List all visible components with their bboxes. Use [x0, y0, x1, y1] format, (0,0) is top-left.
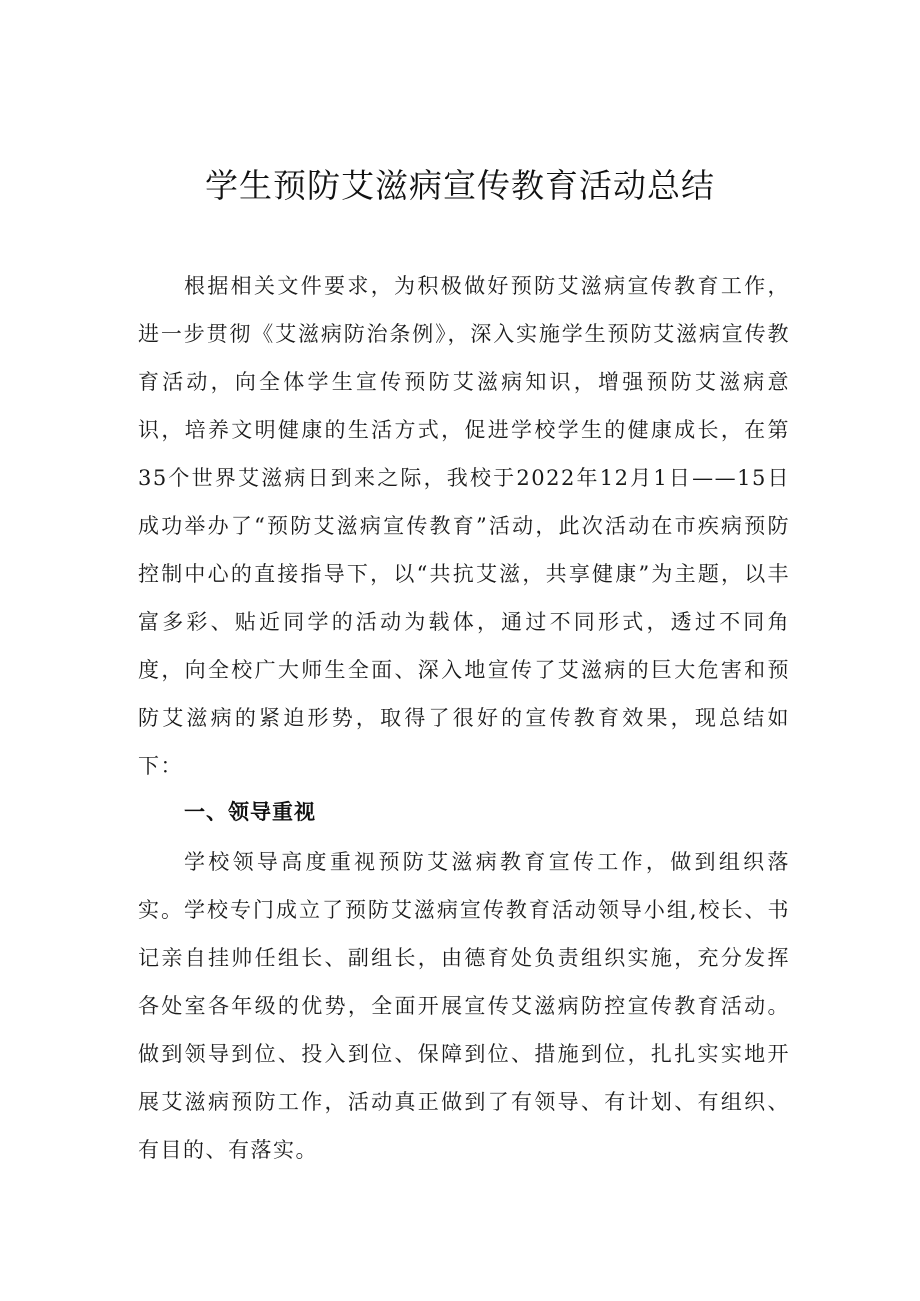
section-paragraph-leadership: 学校领导高度重视预防艾滋病教育宣传工作，做到组织落实。学校专门成立了预防艾滋病宣传教育活动领导小组,校长、书记亲自挂帅任组长、副组长，由德育处负责组织实施，充分发挥各处室各年级的优势，全面开展宣传艾滋病防控宣传教育活动。做到领导到位、投入到位、保障到位、措施到位，扎扎实实地开展艾滋病预防工作，活动真正做到了有领导、有计划、有组织、有目的、有落实。: [138, 850, 790, 1162]
section-heading-leadership: 一、领导重视: [184, 800, 316, 824]
document-title: 学生预防艾滋病宣传教育活动总结: [205, 166, 715, 205]
intro-paragraph: 根据相关文件要求，为积极做好预防艾滋病宣传教育工作，进一步贯彻《艾滋病防治条例》，深入实施学生预防艾滋病宣传教育活动，向全体学生宣传预防艾滋病知识，增强预防艾滋病意识，培养文明健康的生活方式，促进学校学生的健康成长，在第35个世界艾滋病日到来之际，我校于2022年12月1日——15日成功举办了“预防艾滋病宣传教育”活动，此次活动在市疾病预防控制中心的直接指导下，以“共抗艾滋，共享健康”为主题，以丰富多彩、贴近同学的活动为载体，通过不同形式，透过不同角度，向全校广大师生全面、深入地宣传了艾滋病的巨大危害和预防艾滋病的紧迫形势，取得了很好的宣传教育效果，现总结如下：: [138, 274, 790, 778]
